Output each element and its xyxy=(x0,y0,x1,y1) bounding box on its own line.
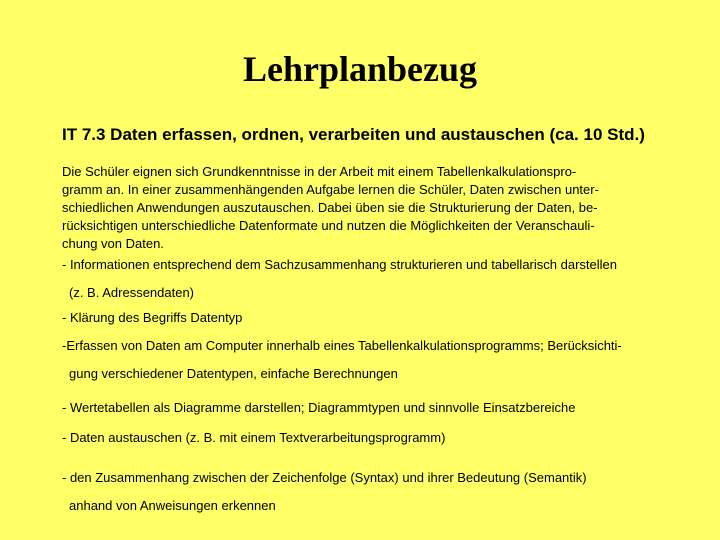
bullet-text: - Daten austauschen (z. B. mit einem Textverarbeitungsprogramm) xyxy=(62,430,446,445)
intro-line: chung von Daten. xyxy=(62,236,164,251)
bullet-item xyxy=(62,304,242,332)
bullet-item xyxy=(62,332,622,388)
bullet-item xyxy=(62,464,587,520)
bullet-continuation: (z. B. Adressendaten) xyxy=(69,285,195,300)
slide-subtitle: IT 7.3 Daten erfassen, ordnen, verarbeiten und austauschen (ca. 10 Std.) xyxy=(62,125,645,144)
intro-line: schiedlichen Anwendungen auszutauschen. Dabei üben sie die Strukturierung der Daten, be- xyxy=(62,200,598,215)
bullet-continuation: gung verschiedener Datentypen, einfache Berechnungen xyxy=(69,366,398,381)
intro-line: gramm an. In einer zusammenhängenden Aufgabe lernen die Schüler, Daten zwischen unter- xyxy=(62,182,599,197)
bullet-text: - den Zusammenhang zwischen der Zeichenfolge (Syntax) und ihrer Bedeutung (Semantik) xyxy=(62,470,587,485)
intro-line: rücksichtigen unterschiedliche Datenformate und nutzen die Möglichkeiten der Veranschauli- xyxy=(62,218,595,233)
bullet-item xyxy=(62,251,617,307)
bullet-continuation: anhand von Anweisungen erkennen xyxy=(69,498,276,513)
intro-line: Die Schüler eignen sich Grundkenntnisse in der Arbeit mit einem Tabellenkalkulationspro- xyxy=(62,164,577,179)
bullet-item xyxy=(62,394,576,422)
intro-paragraph xyxy=(62,163,599,253)
bullet-text: - Klärung des Begriffs Datentyp xyxy=(62,310,243,325)
bullet-text: - Informationen entsprechend dem Sachzusammenhang strukturieren und tabellarisch darstellen xyxy=(62,257,617,272)
slide-title: Lehrplanbezug xyxy=(242,49,478,89)
bullet-text: -Erfassen von Daten am Computer innerhalb eines Tabellenkalkulationsprogramms; Berücksichti- xyxy=(62,338,622,353)
bullet-item xyxy=(62,424,445,452)
bullet-text: - Wertetabellen als Diagramme darstellen; Diagrammtypen und sinnvolle Einsatzbereiche xyxy=(62,400,576,415)
